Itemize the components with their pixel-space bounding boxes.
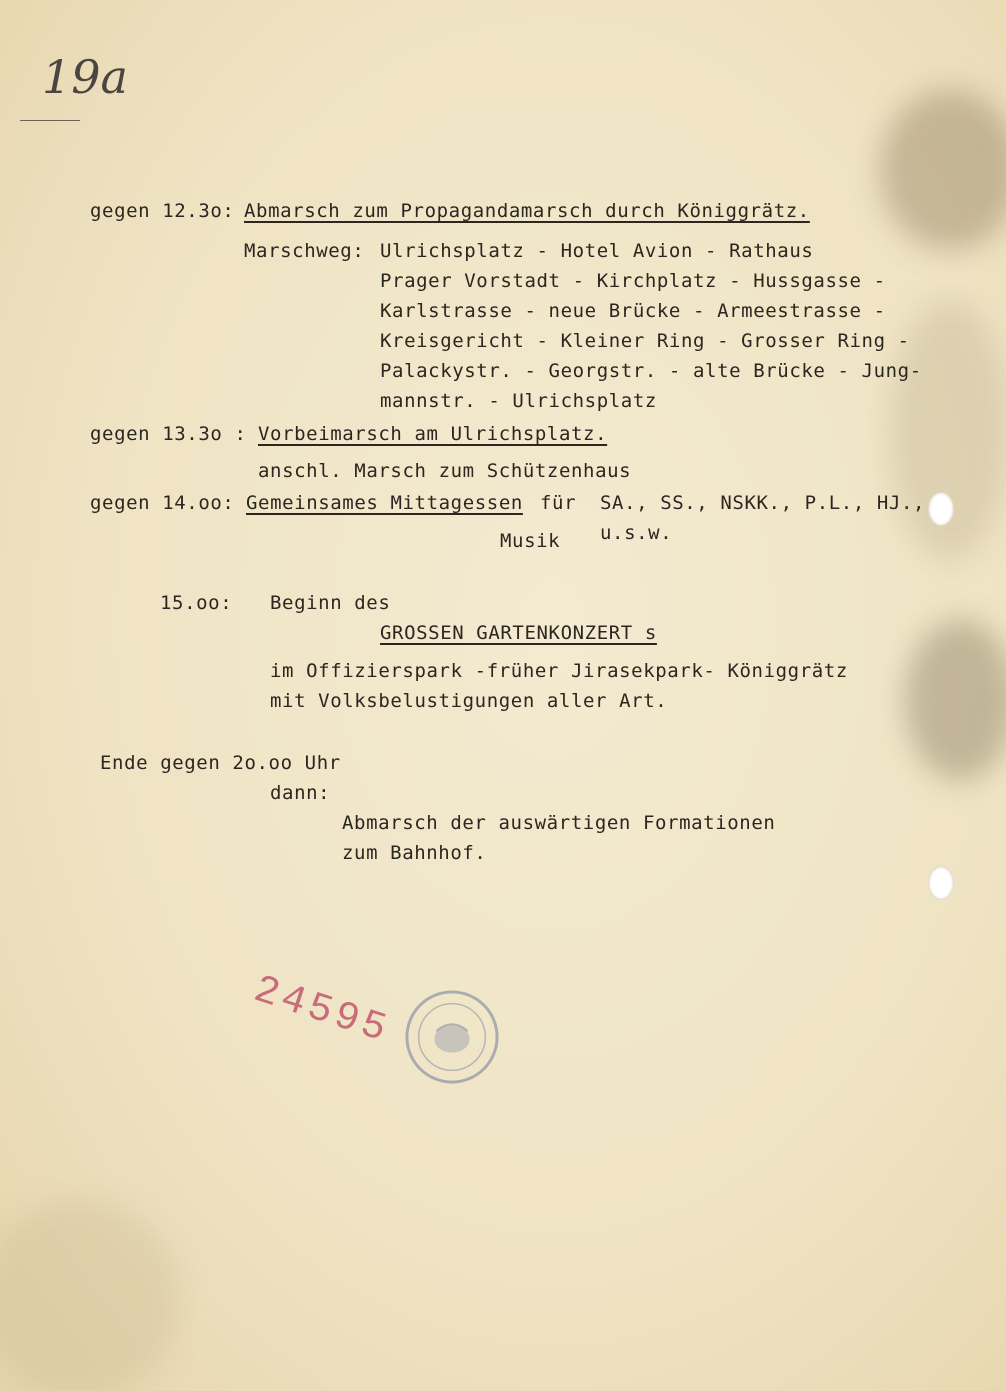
route-line: Ulrichsplatz - Hotel Avion - Rathaus — [380, 240, 814, 262]
archive-number-stamp: 24595 — [248, 968, 396, 1055]
lunch-music: Musik — [500, 530, 561, 552]
event-parade: Vorbeimarsch am Ulrichsplatz. — [258, 423, 608, 445]
round-seal-icon — [403, 988, 501, 1086]
time-1330: gegen 13.3o : — [90, 423, 247, 445]
route-line: mannstr. - Ulrichsplatz — [380, 390, 657, 412]
event-lunch: Gemeinsames Mittagessen — [246, 492, 523, 514]
route-line: Prager Vorstadt - Kirchplatz - Hussgasse - — [380, 270, 886, 292]
concert-begin: Beginn des — [270, 592, 391, 614]
departure-line: Abmarsch der auswärtigen Formationen — [342, 812, 776, 834]
paper-stain — [0, 1200, 180, 1391]
time-1400: gegen 14.oo: — [90, 492, 235, 514]
lunch-for: für — [540, 492, 577, 514]
concert-place: im Offizierspark -früher Jirasekpark- Königgrätz — [270, 660, 848, 682]
paper-stain — [905, 620, 1006, 780]
event-propaganda-march: Abmarsch zum Propagandamarsch durch Königgrätz. — [244, 200, 810, 222]
route-label: Marschweg: — [244, 240, 365, 262]
lunch-groups-etc: u.s.w. — [600, 522, 673, 544]
time-1230: gegen 12.3o: — [90, 200, 235, 222]
event-march-shooting-house: anschl. Marsch zum Schützenhaus — [258, 460, 632, 482]
lunch-groups: SA., SS., NSKK., P.L., HJ., — [600, 492, 926, 514]
punch-hole — [928, 866, 954, 900]
route-line: Karlstrasse - neue Brücke - Armeestrasse - — [380, 300, 886, 322]
concert-extra: mit Volksbelustigungen aller Art. — [270, 690, 668, 712]
route-line: Kreisgericht - Kleiner Ring - Grosser Ring - — [380, 330, 910, 352]
end-time: Ende gegen 2o.oo Uhr — [100, 752, 341, 774]
time-1500: 15.oo: — [160, 592, 233, 614]
page-annotation: 19a — [42, 50, 128, 104]
annotation-underline — [20, 120, 80, 121]
paper-stain — [880, 90, 1006, 250]
then-label: dann: — [270, 782, 331, 804]
route-line: Palackystr. - Georgstr. - alte Brücke - Jung- — [380, 360, 922, 382]
concert-title: GROSSEN GARTENKONZERT s — [380, 622, 657, 644]
departure-line: zum Bahnhof. — [342, 842, 487, 864]
punch-hole — [928, 492, 954, 526]
